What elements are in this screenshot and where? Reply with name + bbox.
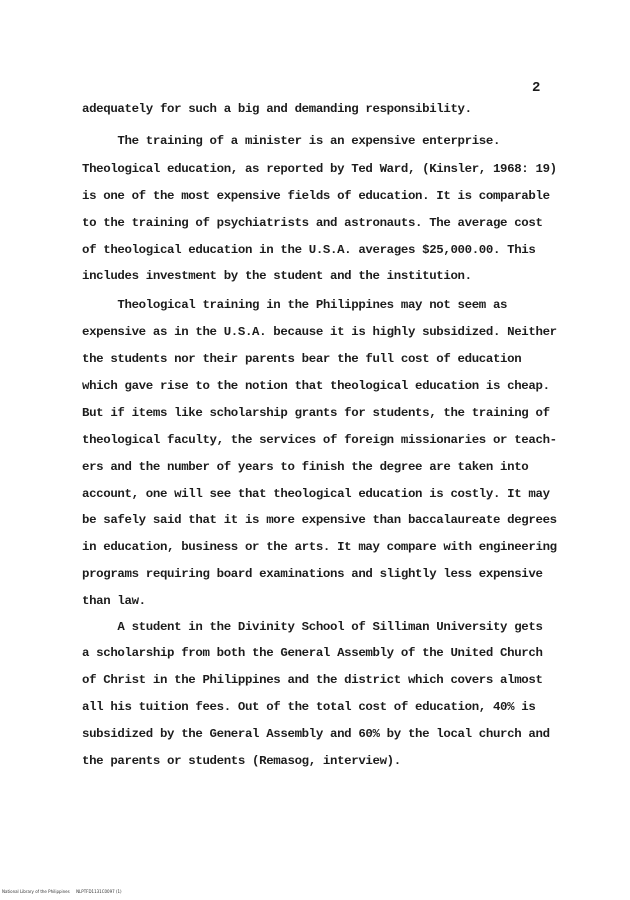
text-line: of theological education in the U.S.A. averages $25,000.00. This [82, 243, 536, 257]
scan-footer: National Library of the Philippines NLPTFD1131C0097 (1) [2, 889, 122, 894]
text-line: which gave rise to the notion that theological education is cheap. [82, 379, 550, 393]
text-line: ers and the number of years to finish the degree are taken into [82, 460, 529, 474]
text-line: the parents or students (Remasog, interview). [82, 754, 401, 768]
text-line: the students nor their parents bear the full cost of education [82, 352, 522, 366]
text-line: a scholarship from both the General Assembly of the United Church [82, 646, 543, 660]
text-line: in education, business or the arts. It may compare with engineering [82, 540, 557, 554]
text-line: expensive as in the U.S.A. because it is highly subsidized. Neither [82, 325, 557, 339]
text-line: subsidized by the General Assembly and 60% by the local church and [82, 727, 550, 741]
text-line: adequately for such a big and demanding responsibility. [82, 102, 472, 116]
text-line: is one of the most expensive fields of education. It is comparable [82, 189, 550, 203]
text-line: But if items like scholarship grants for students, the training of [82, 406, 550, 420]
text-line: Theological education, as reported by Ted Ward, (Kinsler, 1968: 19) [82, 162, 557, 176]
text-line: The training of a minister is an expensive enterprise. [82, 134, 501, 148]
text-line: account, one will see that theological education is costly. It may [82, 487, 550, 501]
page-number: 2 [532, 80, 541, 96]
text-line: be safely said that it is more expensive than baccalaureate degrees [82, 513, 557, 527]
text-line: includes investment by the student and the institution. [82, 269, 472, 283]
text-line: than law. [82, 594, 146, 608]
text-line: A student in the Divinity School of Silliman University gets [82, 620, 543, 634]
text-line: all his tuition fees. Out of the total cost of education, 40% is [82, 700, 536, 714]
text-line: to the training of psychiatrists and astronauts. The average cost [82, 216, 543, 230]
text-line: Theological training in the Philippines may not seem as [82, 298, 508, 312]
text-line: of Christ in the Philippines and the district which covers almost [82, 673, 543, 687]
text-line: programs requiring board examinations and slightly less expensive [82, 567, 543, 581]
text-line: theological faculty, the services of foreign missionaries or teach- [82, 433, 557, 447]
